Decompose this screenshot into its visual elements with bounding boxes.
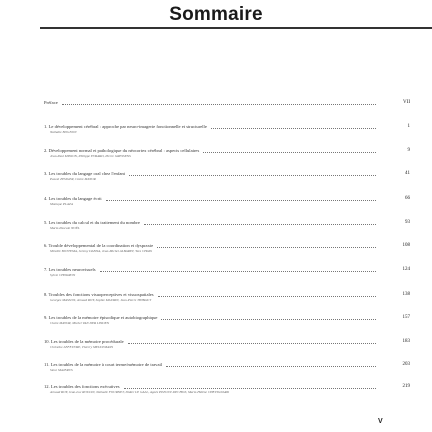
toc-entry[interactable]: [44, 292, 410, 302]
toc-label: 4. Les troubles du langage écrit: [44, 196, 102, 201]
leader-dots: [203, 152, 376, 153]
leader-dots: [62, 104, 376, 105]
toc-page-number: 93: [405, 220, 410, 225]
toc-authors: Christine LEFEUVRE, Thierry MEULEMANS: [50, 345, 114, 349]
toc-label: 10. Les troubles de la mémoire procédurale: [44, 339, 124, 344]
toc-label: 6. Trouble développemental de la coordination et dyspraxie: [44, 243, 154, 248]
toc-authors: Georges MASSON, Arnaud ROY, Sophie MAURIN, Jean-Pierre THIBAUT: [50, 298, 152, 302]
toc-authors: Marie-Pascale NOËL: [50, 226, 80, 230]
leader-dots: [106, 200, 376, 201]
leader-dots: [211, 128, 376, 129]
toc-page-number: 183: [402, 339, 410, 344]
toc-label: 12. Les troubles des fonctions exécutives: [44, 384, 120, 389]
toc-entry[interactable]: [44, 148, 410, 158]
toc-authors: Pascal ZESIGER, Claire MAYOR: [50, 177, 96, 181]
toc-authors: Monique PLAZA: [50, 202, 73, 206]
toc-authors: Mireille BOTTEMA, Jeremy DANNA, Jean-Michel ALBARET, Yves CHAIX: [50, 249, 152, 253]
toc-label: 8. Troubles des fonctions visuoperceptives et visuospatiales: [44, 292, 154, 297]
leader-dots: [144, 224, 376, 225]
leader-dots: [161, 319, 376, 320]
title-rule: [40, 27, 432, 29]
toc-entry[interactable]: [44, 315, 410, 325]
toc-entry[interactable]: [44, 267, 410, 277]
toc-entry[interactable]: [44, 243, 410, 253]
toc-page-number: 9: [407, 148, 410, 153]
leader-dots: [128, 343, 376, 344]
toc-entry[interactable]: [44, 196, 410, 206]
toc-page-number: 41: [405, 171, 410, 176]
folio-page-number: V: [378, 418, 383, 425]
toc-label: Préface: [44, 100, 58, 105]
toc-label: 5. Les troubles du calcul et du traitement du nombre: [44, 220, 140, 225]
toc-label: 11. Les troubles de la mémoire à court terme/mémoire de travail: [44, 362, 163, 367]
toc-authors: Steve MAJERUS: [50, 368, 73, 372]
toc-label: 9. Les troubles de la mémoire épisodique et autobiographique: [44, 315, 158, 320]
leader-dots: [157, 247, 376, 248]
toc-label: 3. Les troubles du langage oral chez l'enfant: [44, 171, 125, 176]
toc-entry[interactable]: [44, 362, 410, 372]
toc-page-number: 66: [405, 196, 410, 201]
toc-authors: Sylvie CHOKRON: [50, 273, 76, 277]
toc-page-number: 124: [402, 267, 410, 272]
toc-page-number: 157: [402, 315, 410, 320]
toc-authors: Arnaud ROY, Jean-Luc ROULIN, Nathalie FOURNET, Didier LE GALL, Agnès PEZOUT-DECHOZ, Marie-Hélène CHEVIGNARD: [50, 390, 230, 394]
toc-page-number: 219: [402, 384, 410, 389]
toc-label: 1. Le développement cérébral : approche par neuro-imagerie fonctionnelle et structurelle: [44, 124, 207, 129]
toc-entry[interactable]: [44, 171, 410, 181]
toc-page-number: VII: [403, 100, 410, 105]
toc-page-number: 1: [407, 124, 410, 129]
toc-page-number: 138: [402, 292, 410, 297]
leader-dots: [124, 388, 376, 389]
page-title: Sommaire: [169, 4, 263, 25]
toc-label: 2. Développement normal et pathologique du néocortex cérébral : aspects cellulaires: [44, 148, 200, 153]
toc-authors: Claire MAYOR, Michel VAN DER LINDEN: [50, 321, 109, 325]
toc-entry-preface[interactable]: [44, 100, 410, 106]
toc-line: [44, 100, 380, 106]
toc-entry[interactable]: [44, 124, 410, 134]
toc-authors: Nathalie BOGNON: [50, 130, 77, 134]
toc-entry[interactable]: [44, 339, 410, 349]
leader-dots: [166, 366, 376, 367]
toc-authors: Jean-Paul MISSON, Philippe EVRARD, Pierre GRESSENS: [50, 154, 131, 158]
toc-entry[interactable]: [44, 220, 410, 230]
toc-entry[interactable]: [44, 384, 410, 394]
toc-label: 7. Les troubles neurovisuels: [44, 267, 96, 272]
leader-dots: [100, 271, 376, 272]
leader-dots: [158, 296, 376, 297]
toc-page-number: 108: [402, 243, 410, 248]
toc-page-number: 203: [402, 362, 410, 367]
leader-dots: [129, 175, 376, 176]
